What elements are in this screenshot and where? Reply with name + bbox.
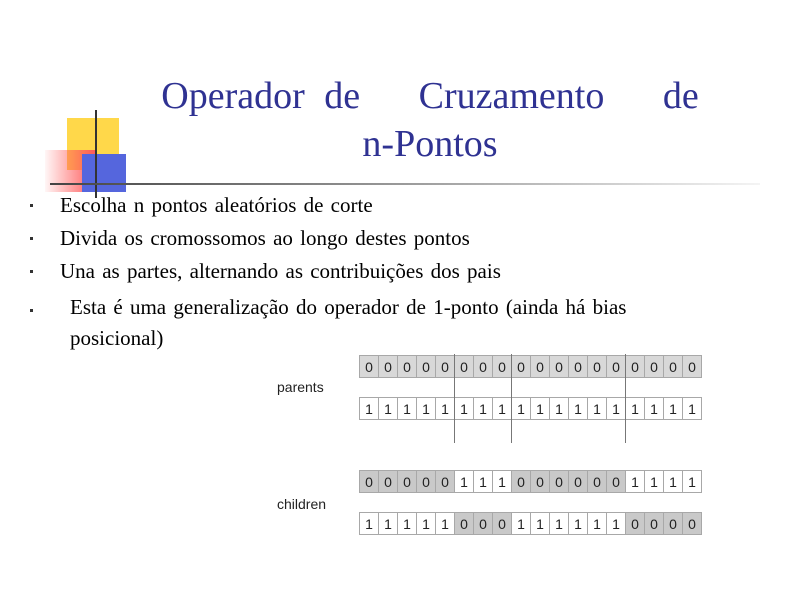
gene-cell: 1: [549, 512, 569, 535]
gene-cell: 0: [530, 470, 550, 493]
title-line-2: n-Pontos: [362, 123, 498, 165]
bullet-dot: [30, 270, 33, 273]
gene-cell: 1: [568, 397, 588, 420]
gene-cell: 0: [549, 355, 569, 378]
gene-cell: 0: [378, 355, 398, 378]
gene-cell: 1: [454, 470, 474, 493]
gene-cell: 0: [644, 355, 664, 378]
gene-cell: 1: [416, 397, 436, 420]
gene-cell: 1: [416, 512, 436, 535]
gene-cell: 0: [454, 512, 474, 535]
gene-cell: 1: [625, 397, 645, 420]
gene-cell: 0: [587, 355, 607, 378]
gene-cell: 1: [587, 512, 607, 535]
bullet-dot: [30, 309, 33, 312]
gene-cell: 1: [492, 397, 512, 420]
gene-cell: 0: [682, 512, 702, 535]
bullet-item: [30, 259, 770, 292]
gene-cell: 0: [663, 512, 683, 535]
gene-cell: 0: [473, 355, 493, 378]
gene-cell: 0: [397, 470, 417, 493]
gene-cell: 0: [606, 470, 626, 493]
bullet-dot: [30, 237, 33, 240]
horizontal-rule: [50, 183, 760, 185]
gene-cell: 0: [492, 512, 512, 535]
gene-cell: 0: [359, 355, 379, 378]
gene-cell: 0: [473, 512, 493, 535]
gene-cell: 0: [397, 355, 417, 378]
gene-cell: 1: [397, 512, 417, 535]
gene-cell: 1: [663, 397, 683, 420]
gene-cell: 1: [473, 470, 493, 493]
bullet-text: Escolha n pontos aleatórios de corte: [60, 193, 373, 217]
gene-cell: 1: [663, 470, 683, 493]
bullet-list: [30, 193, 770, 350]
gene-cell: 0: [549, 470, 569, 493]
title-line-1: Operador de Cruzamento de: [161, 75, 699, 117]
bullet-text: Una as partes, alternando as contribuições dos pais: [60, 259, 501, 283]
gene-cell: 1: [511, 512, 531, 535]
gene-cell: 0: [492, 355, 512, 378]
gene-cell: 0: [378, 470, 398, 493]
gene-cell: 1: [587, 397, 607, 420]
gene-cell: 1: [435, 512, 455, 535]
gene-cell: 0: [587, 470, 607, 493]
gene-cell: 0: [625, 355, 645, 378]
gene-cell: 1: [511, 397, 531, 420]
parent-1-chromosome: [359, 355, 701, 378]
gene-cell: 1: [473, 397, 493, 420]
child-1-chromosome: [359, 470, 701, 493]
gene-cell: 0: [435, 470, 455, 493]
gene-cell: 1: [359, 397, 379, 420]
bullet-dot: [30, 204, 33, 207]
children-label: children: [277, 496, 327, 512]
gene-cell: 0: [663, 355, 683, 378]
gene-cell: 1: [378, 512, 398, 535]
gene-cell: 1: [549, 397, 569, 420]
slide-title: [130, 72, 730, 168]
bullet-item: [30, 292, 770, 350]
bullet-text: Esta é uma generalização do operador de 1-ponto (ainda há bias posicional): [70, 295, 627, 350]
gene-cell: 1: [454, 397, 474, 420]
bullet-item: [30, 193, 770, 226]
gene-cell: 1: [530, 397, 550, 420]
gene-cell: 1: [359, 512, 379, 535]
gene-cell: 1: [378, 397, 398, 420]
parent-2-chromosome: [359, 397, 701, 420]
gene-cell: 1: [397, 397, 417, 420]
gene-cell: 0: [359, 470, 379, 493]
bullet-text: Divida os cromossomos ao longo destes pontos: [60, 226, 470, 250]
gene-cell: 1: [568, 512, 588, 535]
gene-cell: 0: [454, 355, 474, 378]
gene-cell: 0: [682, 355, 702, 378]
gene-cell: 0: [606, 355, 626, 378]
gene-cell: 1: [682, 397, 702, 420]
gene-cell: 1: [644, 470, 664, 493]
gene-cell: 0: [416, 470, 436, 493]
gene-cell: 1: [435, 397, 455, 420]
gene-cell: 0: [625, 512, 645, 535]
gene-cell: 1: [644, 397, 664, 420]
gene-cell: 0: [568, 470, 588, 493]
gene-cell: 0: [511, 470, 531, 493]
gene-cell: 1: [530, 512, 550, 535]
gene-cell: 0: [435, 355, 455, 378]
gene-cell: 1: [625, 470, 645, 493]
blue-square: [82, 154, 126, 192]
gene-cell: 0: [416, 355, 436, 378]
gene-cell: 1: [682, 470, 702, 493]
cut-point-line: [511, 354, 512, 443]
gene-cell: 0: [644, 512, 664, 535]
gene-cell: 0: [568, 355, 588, 378]
gene-cell: 1: [492, 470, 512, 493]
child-2-chromosome: [359, 512, 701, 535]
gene-cell: 0: [530, 355, 550, 378]
cut-point-line: [625, 354, 626, 443]
gene-cell: 0: [511, 355, 531, 378]
cut-point-line: [454, 354, 455, 443]
gene-cell: 1: [606, 512, 626, 535]
bullet-item: [30, 226, 770, 259]
gene-cell: 1: [606, 397, 626, 420]
parents-label: parents: [277, 379, 324, 395]
